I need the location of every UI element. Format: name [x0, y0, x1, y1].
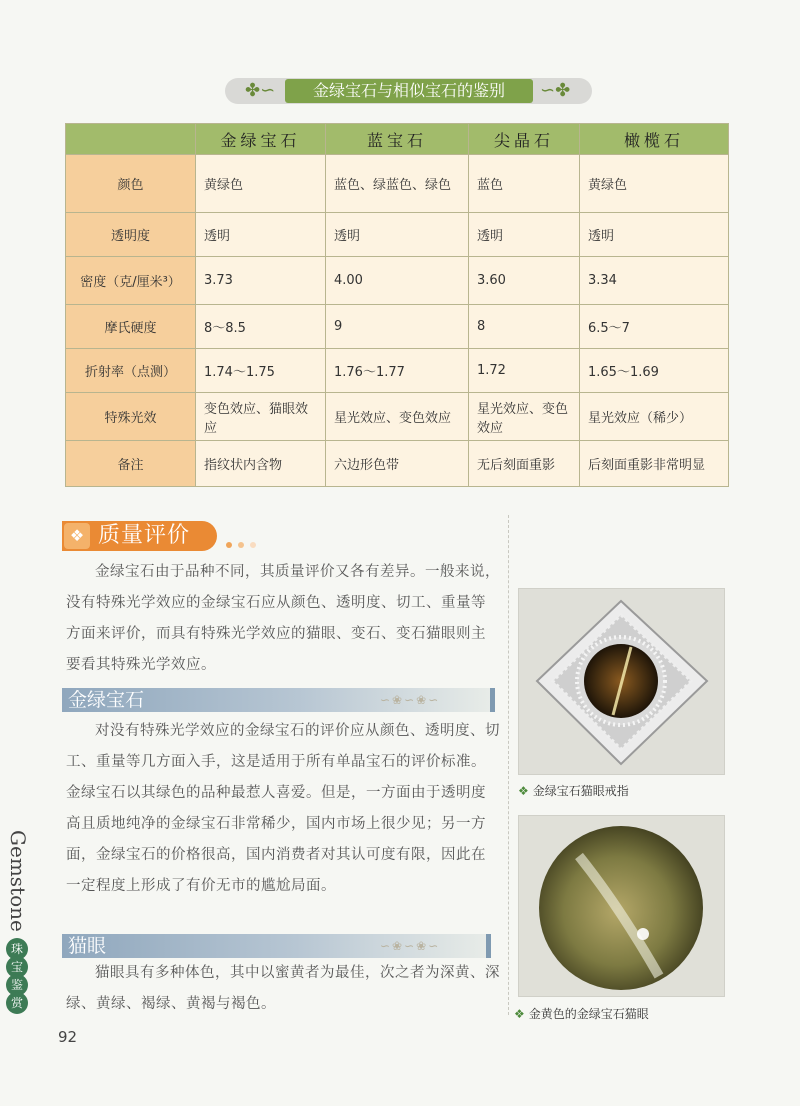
table-cell: 星光效应、变色效应 — [326, 393, 469, 441]
table-row — [66, 441, 729, 487]
table-cell: 8 — [469, 305, 580, 349]
side-bead: 赏 — [6, 992, 28, 1014]
subsection-bar-end — [490, 688, 495, 712]
table-cell: 无后刻面重影 — [469, 441, 580, 487]
table-row — [66, 213, 729, 257]
side-bead: 鉴 — [6, 974, 28, 996]
intro-paragraph: 金绿宝石由于品种不同，其质量评价又各有差异。一般来说，没有特殊光学效应的金绿宝石应从颜色、透明度、切工、重量等方面来评价，而具有特殊光学效应的猫眼、变石、变石猫眼则主要看其特殊光学效应。 — [66, 564, 500, 673]
table-cell: 9 — [326, 305, 469, 349]
table-header-row — [66, 124, 729, 155]
side-english-text: Gemstone — [6, 830, 30, 932]
bullet-icon: ❖ — [514, 1007, 525, 1021]
comparison-table — [65, 123, 729, 487]
table-header-cell — [66, 124, 196, 155]
table-header-cell: 金绿宝石 — [196, 124, 326, 155]
table-cell: 透明 — [580, 213, 729, 257]
row-label: 特殊光效 — [66, 393, 196, 441]
row-label: 密度（克/厘米³） — [66, 257, 196, 305]
side-label — [4, 830, 34, 950]
table-row — [66, 393, 729, 441]
table-cell: 1.72 — [469, 349, 580, 393]
table-cell: 3.34 — [580, 257, 729, 305]
table-cell: 指纹状内含物 — [196, 441, 326, 487]
table-row — [66, 349, 729, 393]
row-label: 备注 — [66, 441, 196, 487]
page-number: 92 — [58, 1028, 78, 1046]
table-cell: 1.76～1.77 — [326, 349, 469, 393]
table-row — [66, 305, 729, 349]
golden-cats-eye-illustration — [519, 816, 724, 996]
table-cell: 6.5～7 — [580, 305, 729, 349]
table-cell: 3.60 — [469, 257, 580, 305]
left-ornament-icon: ✤∽ — [245, 80, 276, 101]
dot-icon — [250, 542, 256, 548]
table-cell: 星光效应（稀少） — [580, 393, 729, 441]
photo-golden-cats-eye — [518, 815, 725, 997]
photo-cats-eye-ring — [518, 588, 725, 775]
table-cell: 8～8.5 — [196, 305, 326, 349]
photo-caption — [518, 782, 629, 799]
column-divider — [508, 515, 509, 1015]
subsection-heading: 金绿宝石 — [68, 689, 145, 711]
row-label: 颜色 — [66, 155, 196, 213]
table-header-cell: 尖晶石 — [469, 124, 580, 155]
table-cell: 4.00 — [326, 257, 469, 305]
table-cell: 六边形色带 — [326, 441, 469, 487]
table-cell: 星光效应、变色效应 — [469, 393, 580, 441]
floral-ornament-icon: ∽❀∽❀∽ — [380, 693, 441, 707]
row-label: 摩氏硬度 — [66, 305, 196, 349]
table-cell: 透明 — [196, 213, 326, 257]
section-heading: 质量评价 — [98, 523, 191, 548]
row-label: 折射率（点测） — [66, 349, 196, 393]
caption-text: 金黄色的金绿宝石猫眼 — [528, 1007, 649, 1021]
table-row — [66, 155, 729, 213]
photo-caption — [514, 1005, 649, 1022]
dot-icon — [238, 542, 244, 548]
subsection-heading: 猫眼 — [68, 935, 107, 957]
table-header-cell: 橄榄石 — [580, 124, 729, 155]
subsection-bar-end — [486, 934, 491, 958]
table-cell: 1.74～1.75 — [196, 349, 326, 393]
table-header-cell: 蓝宝石 — [326, 124, 469, 155]
table-cell: 3.73 — [196, 257, 326, 305]
table-cell: 黄绿色 — [196, 155, 326, 213]
bullet-icon: ❖ — [518, 784, 529, 798]
table-cell: 后刻面重影非常明显 — [580, 441, 729, 487]
right-ornament-icon: ∽✤ — [540, 80, 571, 101]
page-title: 金绿宝石与相似宝石的鉴别 — [285, 79, 533, 103]
side-bead: 宝 — [6, 956, 28, 978]
table-cell: 蓝色、绿蓝色、绿色 — [326, 155, 469, 213]
table-cell: 透明 — [469, 213, 580, 257]
table-cell: 黄绿色 — [580, 155, 729, 213]
table-cell: 蓝色 — [469, 155, 580, 213]
subsection-paragraph: 对没有特殊光学效应的金绿宝石的评价应从颜色、透明度、切工、重量等几方面入手，这是适用于所有单晶宝石的评价标准。金绿宝石以其绿色的品种最惹人喜爱。但是，一方面由于透明度高且质地纯净的金绿宝石非常稀少，国内市场上很少见；另一方面，金绿宝石的价格很高，国内消费者对其认可度有限，因此在一定程度上形成了有价无市的尴尬局面。 — [66, 723, 500, 894]
subsection-paragraph: 猫眼具有多种体色，其中以蜜黄者为最佳，次之者为深黄、深绿、黄绿、褐绿、黄褐与褐色。 — [66, 965, 500, 1012]
table-cell: 透明 — [326, 213, 469, 257]
side-bead: 珠 — [6, 938, 28, 960]
knot-icon: ❖ — [64, 523, 90, 549]
table-row — [66, 257, 729, 305]
table-cell: 1.65～1.69 — [580, 349, 729, 393]
dot-icon — [226, 542, 232, 548]
caption-text: 金绿宝石猫眼戒指 — [532, 784, 629, 798]
row-label: 透明度 — [66, 213, 196, 257]
cats-eye-ring-illustration — [519, 589, 724, 774]
floral-ornament-icon: ∽❀∽❀∽ — [380, 939, 441, 953]
table-cell: 变色效应、猫眼效应 — [196, 393, 326, 441]
